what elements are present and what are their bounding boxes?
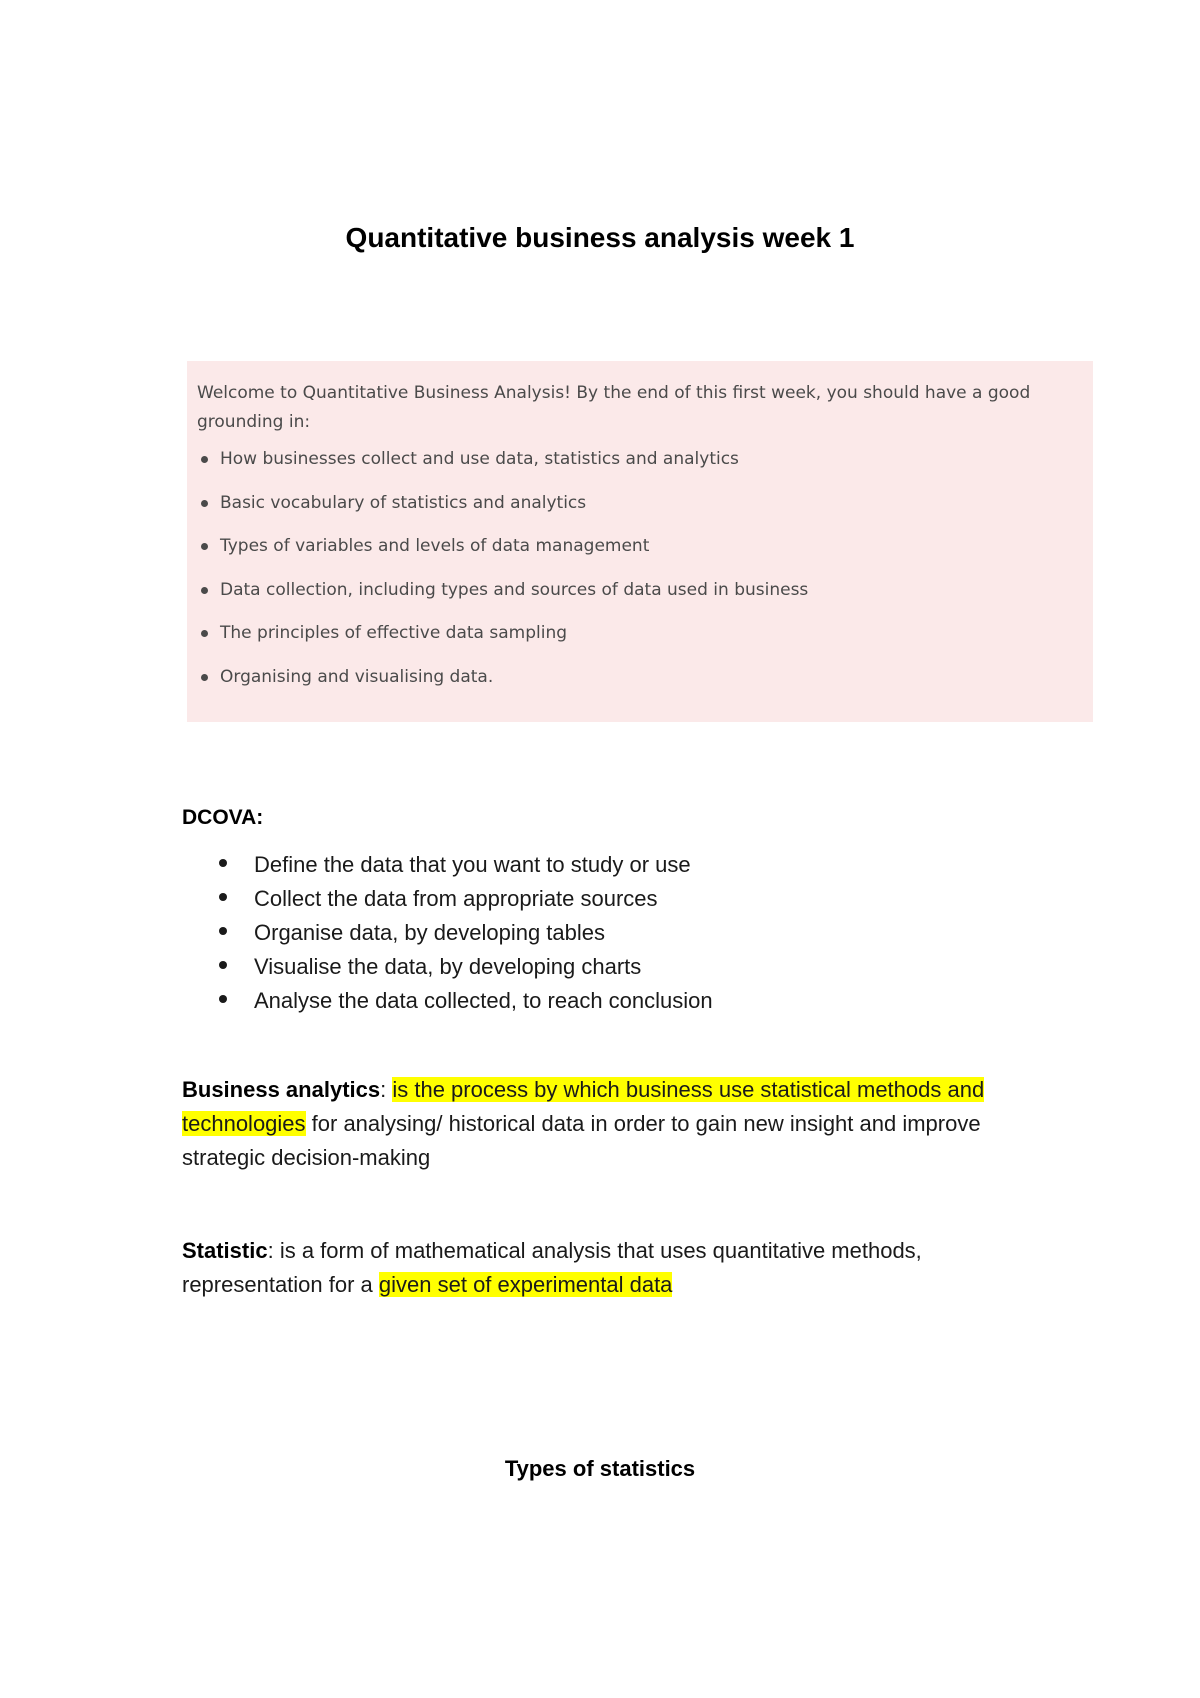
bullet-icon [219, 995, 227, 1003]
business-analytics-definition [182, 1073, 1062, 1175]
statistic-definition [182, 1234, 1062, 1302]
list-item [182, 950, 713, 984]
dcova-heading: DCOVA: [182, 806, 264, 829]
bullet-icon [201, 587, 208, 594]
highlighted-text: given set of experimental data [378, 1272, 673, 1297]
statistic-term: Statistic [182, 1238, 268, 1263]
bullet-icon [201, 630, 208, 637]
list-item-text: Basic vocabulary of statistics and analytics [220, 492, 587, 513]
highlighted-text: is the process by which business use statistical methods and technologies [182, 1077, 985, 1136]
list-item [197, 489, 1083, 533]
bullet-icon [219, 859, 227, 867]
list-item-text: Organise data, by developing tables [254, 920, 606, 945]
definition-text: : is a form of mathematical analysis that uses quantitative methods, representation for a [182, 1238, 922, 1297]
dcova-list [182, 848, 713, 1018]
bullet-icon [201, 456, 208, 463]
bullet-icon [219, 893, 227, 901]
welcome-intro: Welcome to Quantitative Business Analysis! By the end of this first week, you should have a good grounding in: [197, 383, 1031, 432]
bullet-icon [219, 927, 227, 935]
list-item [197, 445, 1083, 489]
bullet-icon [201, 674, 208, 681]
list-item [182, 848, 713, 882]
business-analytics-term: Business analytics [182, 1077, 381, 1102]
list-item [197, 576, 1083, 620]
types-of-statistics-heading: Types of statistics [504, 1456, 696, 1481]
welcome-box [187, 361, 1093, 722]
welcome-list [197, 445, 1083, 706]
page-title: Quantitative business analysis week 1 [345, 222, 855, 253]
list-item-text: Analyse the data collected, to reach conclusion [254, 988, 713, 1013]
list-item-text: Collect the data from appropriate sources [254, 886, 658, 911]
list-item-text: Visualise the data, by developing charts [254, 954, 642, 979]
list-item-text: Define the data that you want to study or use [254, 852, 691, 877]
bullet-icon [201, 543, 208, 550]
bullet-icon [201, 500, 208, 507]
list-item-text: Data collection, including types and sources of data used in business [220, 579, 809, 600]
bullet-icon [219, 961, 227, 969]
list-item-text: Organising and visualising data. [220, 666, 494, 687]
list-item [182, 882, 713, 916]
definition-text: for analysing/ historical data in order to gain new insight and improve strategic decision-making [182, 1111, 981, 1170]
list-item [182, 984, 713, 1018]
list-item [197, 619, 1083, 663]
list-item-text: Types of variables and levels of data management [220, 536, 650, 556]
list-item-text: How businesses collect and use data, statistics and analytics [220, 449, 739, 469]
list-item-text: The principles of effective data sampling [220, 623, 568, 643]
list-item [197, 532, 1083, 576]
list-item [197, 663, 1083, 707]
definition-separator: : [380, 1077, 393, 1102]
list-item [182, 916, 713, 950]
